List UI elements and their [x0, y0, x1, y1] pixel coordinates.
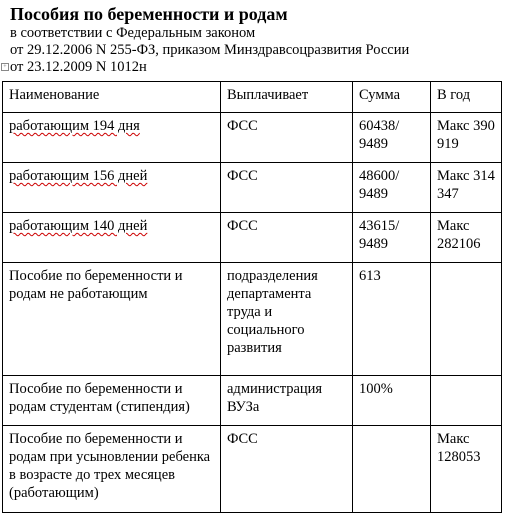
cell-name[interactable]: Пособие по беременности и родам студентам (стипендия): [3, 376, 221, 426]
table-header-row: [3, 82, 502, 113]
cell-name[interactable]: работающим 194 дня: [3, 113, 221, 163]
subtitle-line-2: от 29.12.2006 N 255-ФЗ, приказом Минздравсоцразвития России: [10, 42, 410, 58]
cell-per-year[interactable]: [431, 376, 502, 426]
cell-name[interactable]: Пособие по беременности и родам при усыновлении ребенка в возрасте до трех месяцев (работающим): [3, 426, 221, 513]
cell-amount[interactable]: 43615/ 9489: [353, 213, 431, 263]
cell-payer[interactable]: ФСС: [221, 213, 353, 263]
cell-name[interactable]: работающим 140 дней: [3, 213, 221, 263]
cell-amount[interactable]: 60438/ 9489: [353, 113, 431, 163]
header-cell-payer[interactable]: Выплачивает: [221, 82, 353, 113]
header-cell-amount[interactable]: Сумма: [353, 82, 431, 113]
subtitle-line-1: в соответствии с Федеральным законом: [10, 25, 256, 41]
benefits-table: [2, 81, 502, 513]
table-row: [3, 213, 502, 263]
document-title: Пособия по беременности и родам: [10, 4, 288, 24]
cell-payer[interactable]: ФСС: [221, 113, 353, 163]
text-cursor: [501, 265, 502, 291]
cell-payer[interactable]: администрация ВУЗа: [221, 376, 353, 426]
header-cell-name[interactable]: Наименование: [3, 82, 221, 113]
cell-name[interactable]: работающим 156 дней: [3, 163, 221, 213]
cell-per-year[interactable]: Макс 128053: [431, 426, 502, 513]
header-cell-per-year[interactable]: В год: [431, 82, 502, 113]
table-row: [3, 263, 502, 376]
table-row: [3, 113, 502, 163]
cell-per-year[interactable]: [431, 263, 502, 376]
cell-amount[interactable]: 613: [353, 263, 431, 376]
cell-amount[interactable]: [353, 426, 431, 513]
cell-name[interactable]: Пособие по беременности и родам не работающим: [3, 263, 221, 376]
table-move-handle-icon[interactable]: +: [1, 63, 9, 71]
cell-per-year[interactable]: Макс 282106: [431, 213, 502, 263]
cell-per-year[interactable]: Макс 390 919: [431, 113, 502, 163]
cell-payer[interactable]: подразделения департамента труда и социального развития: [221, 263, 353, 376]
subtitle-line-3: от 23.12.2009 N 1012н: [10, 59, 147, 75]
cell-amount[interactable]: 48600/ 9489: [353, 163, 431, 213]
cell-payer[interactable]: ФСС: [221, 163, 353, 213]
table-row: [3, 426, 502, 513]
cell-amount[interactable]: 100%: [353, 376, 431, 426]
cell-per-year[interactable]: Макс 314 347: [431, 163, 502, 213]
cell-payer[interactable]: ФСС: [221, 426, 353, 513]
table-row: [3, 163, 502, 213]
table-row: [3, 376, 502, 426]
